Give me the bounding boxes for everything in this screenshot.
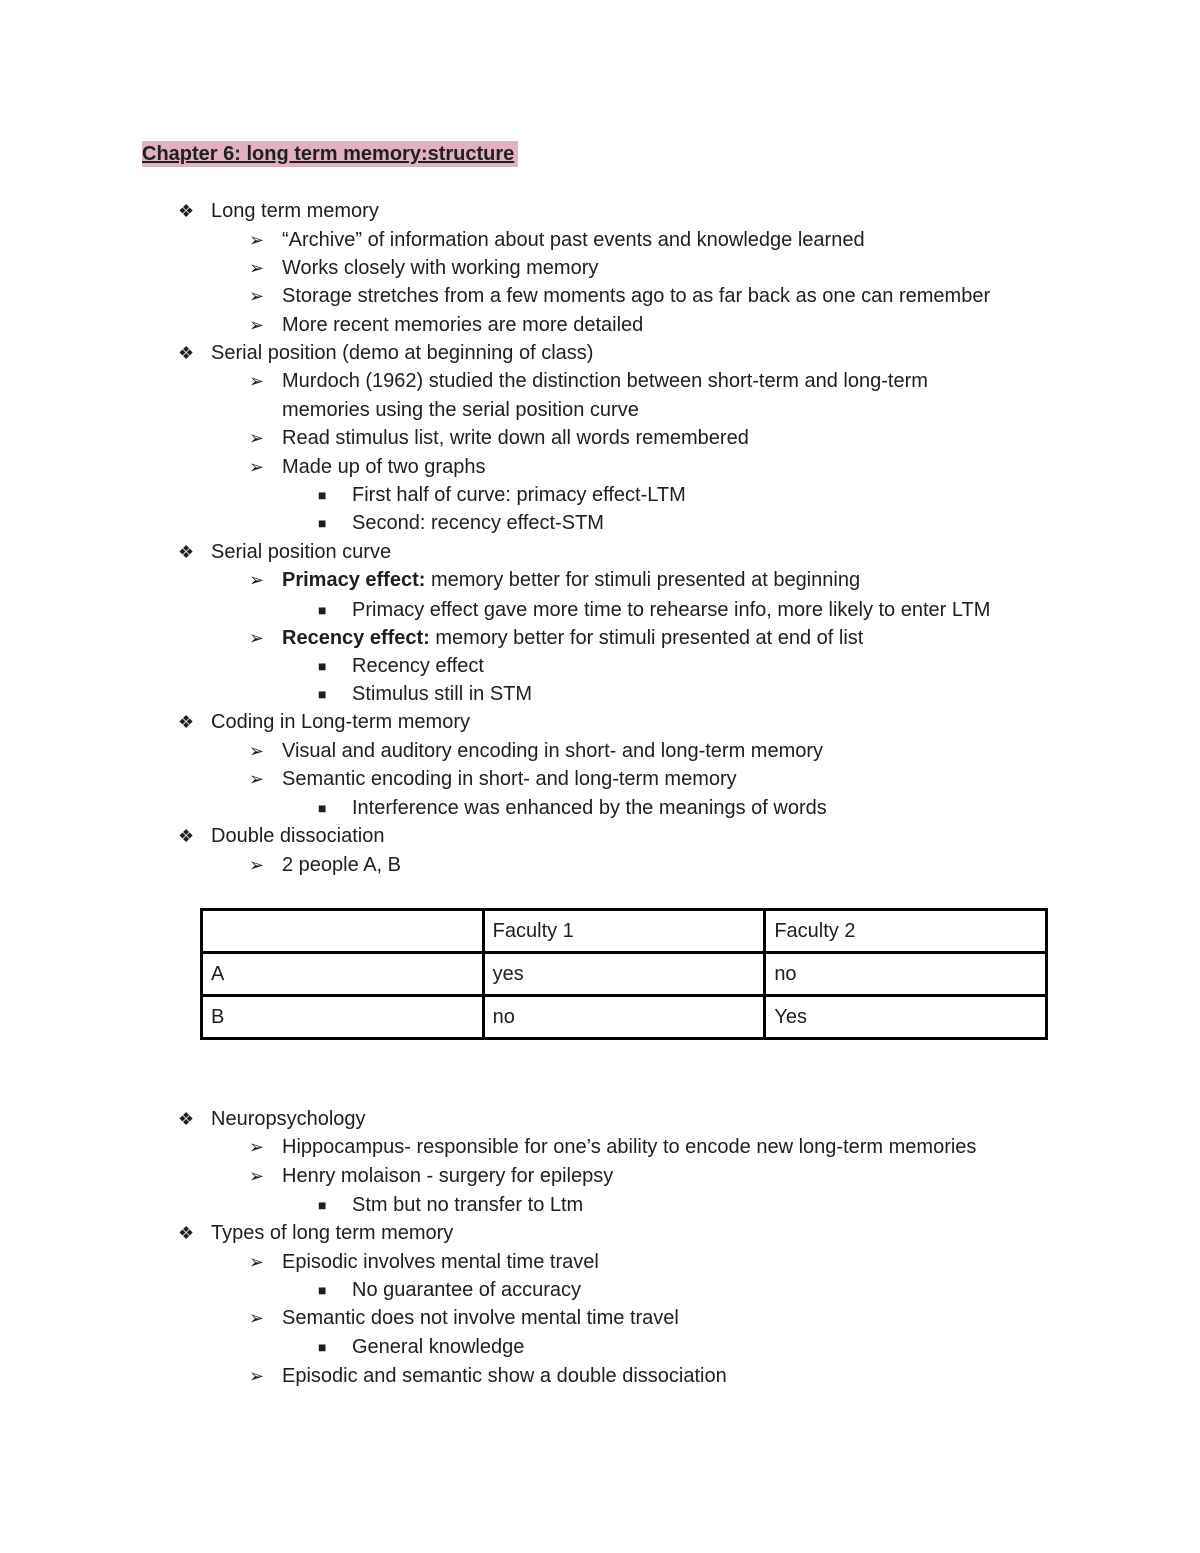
list-item-text: Semantic encoding in short- and long-term memory — [282, 768, 737, 790]
list-item-text: Interference was enhanced by the meanings of words — [352, 797, 827, 819]
arrow-bullet-icon: ➢ — [249, 371, 265, 391]
square-bullet-icon: ■ — [318, 515, 327, 531]
list-item-text: General knowledge — [352, 1336, 525, 1358]
list-item-text: Stm but no transfer to Ltm — [352, 1194, 584, 1216]
diamond-bullet-icon: ❖ — [178, 712, 195, 732]
list-item-text: Storage stretches from a few moments ago to as far back as one can remember — [282, 285, 991, 307]
list-item-text: Visual and auditory encoding in short- and long-term memory — [282, 740, 824, 762]
arrow-bullet-icon: ➢ — [249, 258, 265, 278]
list-item-text: Hippocampus- responsible for one’s ability to encode new long-term memories — [282, 1136, 977, 1158]
table-header-row — [202, 910, 1047, 953]
document-title: Chapter 6: long term memory:structure — [142, 141, 518, 167]
arrow-bullet-icon: ➢ — [249, 1137, 265, 1157]
table-row — [202, 953, 1047, 996]
diamond-bullet-icon: ❖ — [178, 343, 195, 363]
section-heading: Long term memory — [211, 200, 379, 222]
square-bullet-icon: ■ — [318, 658, 327, 674]
diamond-bullet-icon: ❖ — [178, 826, 195, 846]
table-cell: Yes — [765, 996, 1047, 1039]
arrow-bullet-icon: ➢ — [249, 315, 265, 335]
list-item-text: Henry molaison - surgery for epilepsy — [282, 1165, 614, 1187]
list-item-text: Semantic does not involve mental time travel — [282, 1307, 679, 1329]
list-item-text: 2 people A, B — [282, 854, 401, 876]
definition-text: memory better for stimuli presented at end of list — [429, 627, 864, 649]
arrow-bullet-icon: ➢ — [249, 230, 265, 250]
section-heading: Double dissociation — [211, 825, 385, 847]
arrow-bullet-icon: ➢ — [249, 428, 265, 448]
arrow-bullet-icon: ➢ — [249, 286, 265, 306]
square-bullet-icon: ■ — [318, 1197, 327, 1213]
list-item-text: Recency effect — [352, 655, 484, 677]
arrow-bullet-icon: ➢ — [249, 1166, 265, 1186]
table-cell: B — [202, 996, 484, 1039]
section-heading: Coding in Long-term memory — [211, 711, 470, 733]
list-item-text: First half of curve: primacy effect-LTM — [352, 484, 686, 506]
list-item-text: Episodic and semantic show a double dissociation — [282, 1365, 727, 1387]
square-bullet-icon: ■ — [318, 1339, 327, 1355]
square-bullet-icon: ■ — [318, 1282, 327, 1298]
table-cell: yes — [483, 953, 765, 996]
arrow-bullet-icon: ➢ — [249, 457, 265, 477]
double-dissociation-table — [200, 908, 1048, 1040]
list-item-text: Second: recency effect-STM — [352, 512, 604, 534]
table-cell: A — [202, 953, 484, 996]
table-cell — [202, 910, 484, 953]
list-item-text: Made up of two graphs — [282, 456, 486, 478]
section-heading: Serial position curve — [211, 541, 392, 563]
term-bold: Recency effect: — [282, 627, 430, 649]
term-bold: Primacy effect: — [282, 569, 426, 591]
table-cell: no — [483, 996, 765, 1039]
list-item-text: More recent memories are more detailed — [282, 314, 644, 336]
section-heading: Serial position (demo at beginning of class) — [211, 342, 594, 364]
list-item-text: memories using the serial position curve — [282, 399, 639, 421]
arrow-bullet-icon: ➢ — [249, 1308, 265, 1328]
table-cell: Faculty 2 — [765, 910, 1047, 953]
definition-text: memory better for stimuli presented at beginning — [425, 569, 861, 591]
arrow-bullet-icon: ➢ — [249, 769, 265, 789]
arrow-bullet-icon: ➢ — [249, 628, 265, 648]
square-bullet-icon: ■ — [318, 800, 327, 816]
arrow-bullet-icon: ➢ — [249, 741, 265, 761]
diamond-bullet-icon: ❖ — [178, 1223, 195, 1243]
table-cell: Faculty 1 — [483, 910, 765, 953]
section-heading: Neuropsychology — [211, 1108, 366, 1130]
list-item-text: Episodic involves mental time travel — [282, 1251, 599, 1273]
arrow-bullet-icon: ➢ — [249, 1366, 265, 1386]
list-item-text: Murdoch (1962) studied the distinction between short-term and long-term — [282, 370, 928, 392]
table-cell: no — [765, 953, 1047, 996]
diamond-bullet-icon: ❖ — [178, 542, 195, 562]
list-item-text: No guarantee of accuracy — [352, 1279, 582, 1301]
arrow-bullet-icon: ➢ — [249, 570, 265, 590]
list-item-text: Works closely with working memory — [282, 257, 599, 279]
list-item-text: Primacy effect gave more time to rehearse info, more likely to enter LTM — [352, 599, 991, 621]
arrow-bullet-icon: ➢ — [249, 855, 265, 875]
section-heading: Types of long term memory — [211, 1222, 454, 1244]
square-bullet-icon: ■ — [318, 686, 327, 702]
list-item-text: “Archive” of information about past events and knowledge learned — [282, 229, 865, 251]
diamond-bullet-icon: ❖ — [178, 1109, 195, 1129]
list-item-text — [282, 624, 863, 652]
table-row — [202, 996, 1047, 1039]
arrow-bullet-icon: ➢ — [249, 1252, 265, 1272]
list-item-text: Stimulus still in STM — [352, 683, 533, 705]
diamond-bullet-icon: ❖ — [178, 201, 195, 221]
list-item-text — [282, 566, 860, 594]
square-bullet-icon: ■ — [318, 487, 327, 503]
square-bullet-icon: ■ — [318, 602, 327, 618]
list-item-text: Read stimulus list, write down all words remembered — [282, 427, 749, 449]
